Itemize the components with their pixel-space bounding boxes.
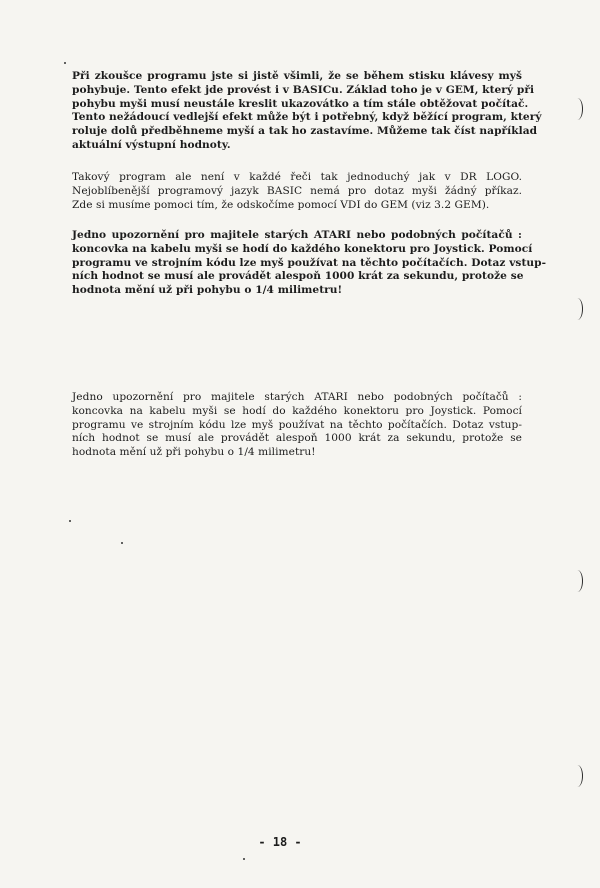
text-line: ních hodnot se musí ale provádět alespoň 1000 krát za sekundu, protože se [72, 270, 524, 283]
speck [243, 858, 245, 860]
paragraph-atari-warning-bold [72, 229, 547, 298]
text-line: Jedno upozornění pro majitele starých ATARI nebo podobných počítačů : [72, 391, 522, 403]
text-line: Při zkoušce programu jste si jistě všimli, že se během stisku klávesy myš [72, 70, 522, 82]
page-number: - 18 - [258, 835, 302, 849]
text-line: ních hodnot se musí ale provádět alespoň 1000 krát za sekundu, protože se [72, 432, 522, 445]
text-line: pohybuje. Tento efekt jde provést i v BASICu. Základ toho je v GEM, který při [72, 83, 535, 96]
paragraph-basic-mouse-query [72, 171, 522, 212]
text-line: Takový program ale není v každé řeči tak jednoduchý jak v DR LOGO. [72, 171, 522, 183]
text-line: koncovka na kabelu myši se hodí do každého konektoru pro Joystick. Pomocí [72, 242, 533, 255]
text-line: hodnota mění už při pohybu o 1/4 milimetru! [72, 446, 316, 459]
text-line: Jedno upozornění pro majitele starých ATARI nebo podobných počítačů : [72, 229, 522, 241]
punch-hole-mark [572, 98, 583, 120]
text-line: hodnota mění už při pohybu o 1/4 milimetru! [72, 284, 343, 297]
text-line: koncovka na kabelu myši se hodí do každého konektoru pro Joystick. Pomocí [72, 404, 522, 417]
paragraph-atari-warning [72, 391, 522, 460]
text-line: programu ve strojním kódu lze myš používat na těchto počítačích. Dotaz vstup- [72, 418, 522, 431]
speck [121, 542, 123, 544]
speck [69, 520, 71, 522]
text-line: Zde si musíme pomoci tím, že odskočíme pomocí VDI do GEM (viz 3.2 GEM). [72, 198, 490, 211]
text-line: programu ve strojním kódu lze myš používat na těchto počítačích. Dotaz vstup- [72, 256, 547, 269]
punch-hole-mark [572, 298, 583, 320]
text-line: Tento nežádoucí vedlejší efekt může být i potřebný, když běžící program, který [72, 111, 542, 124]
speck [64, 62, 66, 64]
punch-hole-mark [572, 765, 583, 787]
text-line: aktuální výstupní hodnoty. [72, 138, 231, 151]
text-line: pohybu myši musí neustále kreslit ukazovátko a tím stále obtěžovat počítač. [72, 97, 529, 110]
paragraph-mouse-movement [72, 70, 542, 153]
punch-hole-mark [572, 570, 583, 592]
text-line: Nejoblíbenější programový jazyk BASIC nemá pro dotaz myši žádný příkaz. [72, 184, 522, 197]
text-line: roluje dolů předběhneme myší a tak ho zastavíme. Můžeme tak číst například [72, 125, 538, 138]
